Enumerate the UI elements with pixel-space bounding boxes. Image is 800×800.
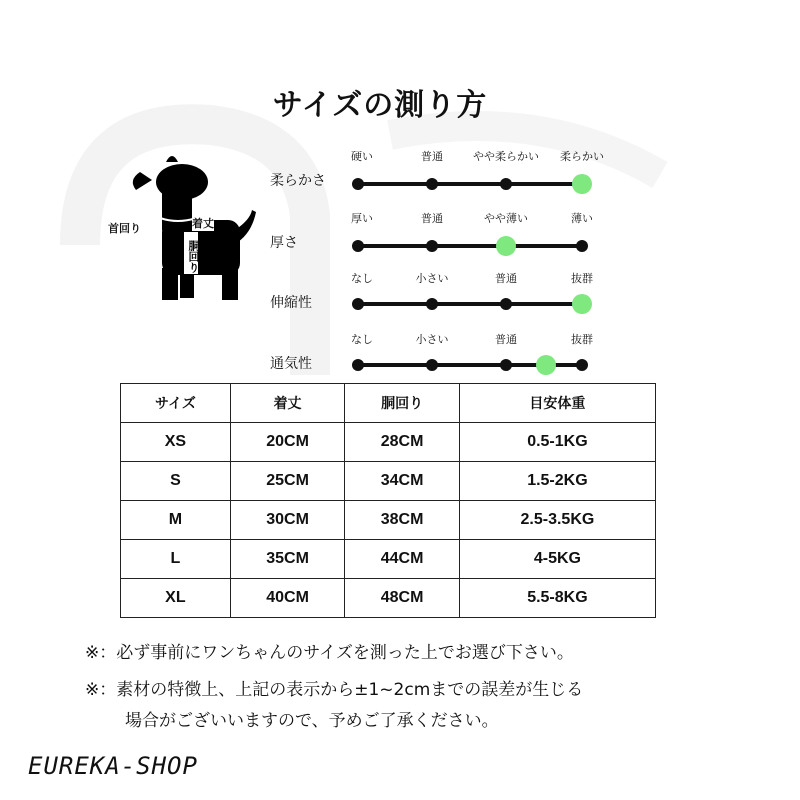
- slider-name: 伸縮性: [270, 295, 312, 311]
- page-title: サイズの測り方: [272, 88, 488, 123]
- tick-label: 柔らかい: [560, 150, 604, 163]
- slider-dot: [576, 240, 588, 252]
- tick-label: 普通: [421, 212, 443, 225]
- column-header: サイズ: [121, 384, 231, 423]
- chest-label: 胴回り: [187, 240, 200, 273]
- table-cell: 1.5-2KG: [459, 462, 655, 501]
- table-cell: M: [121, 501, 231, 540]
- dog-diagram: [100, 150, 270, 320]
- tick-label: 小さい: [415, 333, 449, 346]
- slider-name: 柔らかさ: [270, 173, 326, 189]
- tick-label: 薄い: [571, 212, 593, 225]
- note-line: ※：必ず事前にワンちゃんのサイズを測った上でお選び下さい。: [85, 643, 574, 663]
- tick-label: 抜群: [571, 333, 593, 346]
- table-cell: 38CM: [345, 501, 460, 540]
- tick-label: 普通: [495, 272, 517, 285]
- table-cell: 0.5-1KG: [459, 423, 655, 462]
- slider-track: [357, 244, 579, 248]
- table-header-row: [121, 384, 656, 423]
- note-line: ※：素材の特徴上、上記の表示から±1~2cmまでの誤差が生じる: [85, 680, 584, 700]
- tick-label: なし: [351, 272, 373, 285]
- table-row: [121, 462, 656, 501]
- table-cell: 48CM: [345, 579, 460, 618]
- column-header: 目安体重: [459, 384, 655, 423]
- slider-dot: [352, 298, 364, 310]
- slider-dot-active: [496, 236, 516, 256]
- slider-dot: [500, 298, 512, 310]
- table-row: [121, 579, 656, 618]
- slider-dot: [352, 178, 364, 190]
- slider-dot: [352, 359, 364, 371]
- slider-dot: [352, 240, 364, 252]
- tick-label: やや柔らかい: [473, 150, 539, 163]
- table-cell: S: [121, 462, 231, 501]
- table-cell: 4-5KG: [459, 540, 655, 579]
- table-cell: L: [121, 540, 231, 579]
- table-row: [121, 501, 656, 540]
- slider-softness: [270, 148, 620, 208]
- length-label: 着丈: [192, 217, 214, 230]
- column-header: 胴回り: [345, 384, 460, 423]
- tick-label: なし: [351, 333, 373, 346]
- slider-track: [357, 182, 579, 186]
- table-cell: XS: [121, 423, 231, 462]
- table-cell: 28CM: [345, 423, 460, 462]
- table-cell: 44CM: [345, 540, 460, 579]
- slider-dot: [426, 178, 438, 190]
- slider-dot: [576, 359, 588, 371]
- slider-track: [357, 302, 579, 306]
- slider-dot-active: [536, 355, 556, 375]
- column-header: 着丈: [230, 384, 345, 423]
- table-cell: 35CM: [230, 540, 345, 579]
- table-row: [121, 423, 656, 462]
- slider-name: 厚さ: [270, 235, 298, 251]
- slider-elasticity: [270, 270, 620, 330]
- table-cell: 20CM: [230, 423, 345, 462]
- table-cell: 34CM: [345, 462, 460, 501]
- tick-label: 普通: [421, 150, 443, 163]
- tick-label: 硬い: [351, 150, 373, 163]
- slider-thickness: [270, 210, 620, 270]
- slider-dot: [500, 359, 512, 371]
- table-row: [121, 540, 656, 579]
- table-cell: 40CM: [230, 579, 345, 618]
- tick-label: やや薄い: [484, 212, 528, 225]
- tick-label: 普通: [495, 333, 517, 346]
- neck-label: 首回り: [108, 222, 141, 235]
- table-cell: 2.5-3.5KG: [459, 501, 655, 540]
- tick-label: 小さい: [415, 272, 449, 285]
- table-cell: 5.5-8KG: [459, 579, 655, 618]
- note-line: 場合がございいますので、予めご了承ください。: [125, 711, 499, 731]
- table-cell: 30CM: [230, 501, 345, 540]
- slider-dot: [500, 178, 512, 190]
- slider-dot: [426, 240, 438, 252]
- slider-name: 通気性: [270, 356, 312, 372]
- slider-dot-active: [572, 294, 592, 314]
- slider-dot: [426, 359, 438, 371]
- tick-label: 抜群: [571, 272, 593, 285]
- slider-dot: [426, 298, 438, 310]
- size-table: [120, 383, 656, 618]
- slider-dot-active: [572, 174, 592, 194]
- tick-label: 厚い: [351, 212, 373, 225]
- table-cell: XL: [121, 579, 231, 618]
- table-cell: 25CM: [230, 462, 345, 501]
- shop-name: EUREKA-SHOP: [28, 752, 198, 780]
- slider-breathability: [270, 331, 620, 391]
